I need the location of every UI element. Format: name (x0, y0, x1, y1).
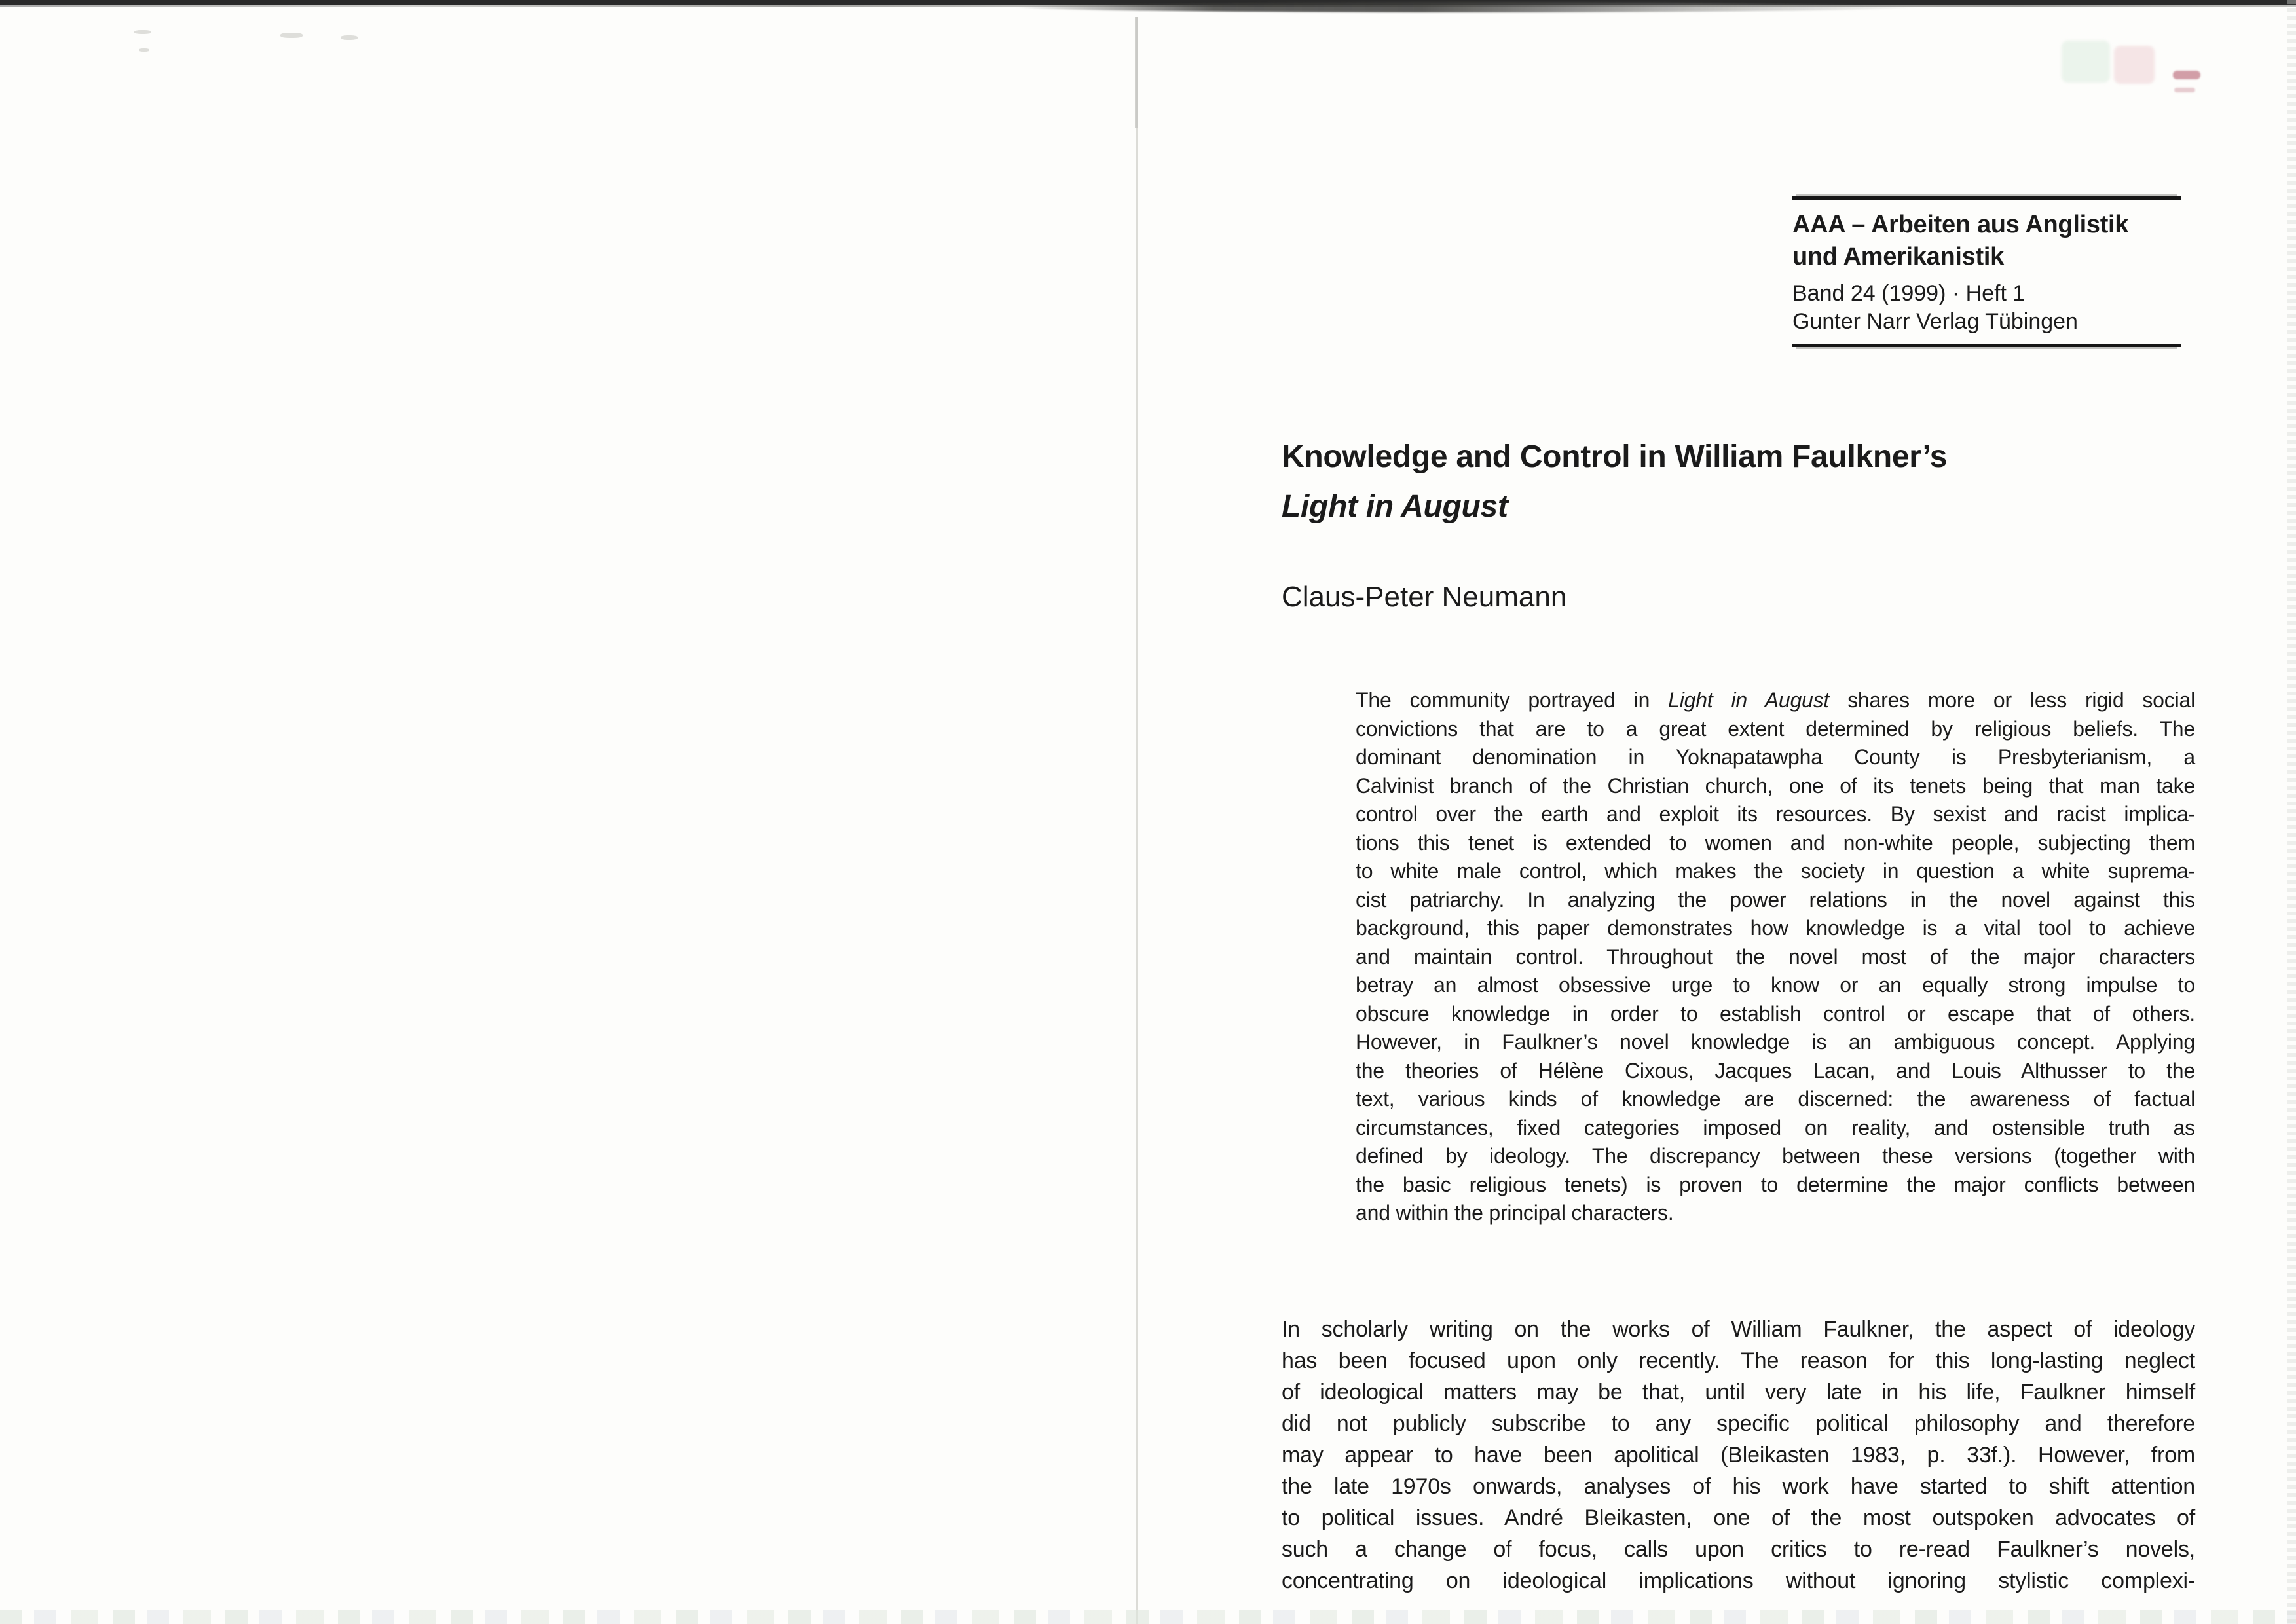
journal-name (1792, 209, 2181, 273)
abstract-lines (1356, 715, 2195, 1228)
scan-artifact-right-strip (2287, 0, 2296, 1624)
article-title-line2: Light in August (1282, 489, 1508, 524)
article-author: Claus-Peter Neumann (1282, 581, 1567, 613)
text-line: control over the earth and exploit its resources. By sexist and racist implica- (1356, 802, 2195, 826)
text-line: such a change of focus, calls upon critics to re-read Faulkner’s novels, (1282, 1537, 2195, 1562)
text-line: However, in Faulkner’s novel knowledge is an ambiguous concept. Applying (1356, 1030, 2195, 1054)
journal-meta (1792, 280, 2181, 336)
journal-publisher: Gunter Narr Verlag Tübingen (1792, 309, 2078, 334)
abstract-first-line-post: shares more or less rigid social (1829, 688, 2195, 712)
text-line: In scholarly writing on the works of William Faulkner, the aspect of ideology (1282, 1317, 2195, 1342)
text-line: tions this tenet is extended to women and non-white people, subjecting them (1356, 830, 2195, 855)
text-line: the theories of Hélène Cixous, Jacques Lacan, and Louis Althusser to the (1356, 1058, 2195, 1082)
text-line: the late 1970s onwards, analyses of his work have started to shift attention (1282, 1474, 2195, 1499)
journal-issue-info: Band 24 (1999) · Heft 1 (1792, 281, 2026, 306)
left-blank-page (0, 7, 1136, 1610)
journal-name-line1: AAA – Arbeiten aus Anglistik (1792, 211, 2129, 238)
text-line: to political issues. André Bleikasten, one of the most outspoken advocates of (1282, 1505, 2195, 1530)
text-line: did not publicly subscribe to any specific political philosophy and therefore (1282, 1411, 2195, 1436)
text-line: convictions that are to a great extent determined by religious beliefs. The (1356, 716, 2195, 741)
text-line: cist patriarchy. In analyzing the power relations in the novel against this (1356, 887, 2195, 912)
text-line: and within the principal characters. (1356, 1201, 1674, 1225)
scan-artifact-bottom-strip (0, 1610, 2296, 1624)
text-line: text, various kinds of knowledge are discerned: the awareness of factual (1356, 1087, 2195, 1111)
text-line: has been focused upon only recently. The reason for this long-lasting neglect (1282, 1348, 2195, 1373)
text-line: may appear to have been apolitical (Bleikasten 1983, p. 33f.). However, from (1282, 1443, 2195, 1467)
text-line: betray an almost obsessive urge to know or an equally strong impulse to (1356, 973, 2195, 997)
text-line: the basic religious tenets) is proven to determine the major conflicts between (1356, 1172, 2195, 1196)
body-lines (1282, 1314, 2195, 1596)
journal-header-box (1792, 196, 2181, 347)
abstract-first-line (1356, 686, 2195, 715)
text-line: obscure knowledge in order to establish control or escape that of others. (1356, 1001, 2195, 1025)
text-line: defined by ideology. The discrepancy between these versions (together with (1356, 1144, 2195, 1168)
abstract-block (1356, 686, 2195, 1228)
text-line: of ideological matters may be that, until very late in his life, Faulkner himself (1282, 1380, 2195, 1405)
text-line: and maintain control. Throughout the novel most of the major characters (1356, 944, 2195, 969)
abstract-first-line-italic: Light in August (1668, 688, 1830, 712)
text-line: Calvinist branch of the Christian church, one of its tenets being that man take (1356, 773, 2195, 798)
article-title-line1: Knowledge and Control in William Faulkner’s (1282, 439, 1948, 474)
text-line: concentrating on ideological implications without ignoring stylistic complexi- (1282, 1568, 2195, 1593)
text-line: background, this paper demonstrates how knowledge is a vital tool to achieve (1356, 916, 2195, 940)
text-line: to white male control, which makes the society in question a white suprema- (1356, 859, 2195, 883)
text-line: dominant denomination in Yoknapatawpha County is Presbyterianism, a (1356, 745, 2195, 769)
body-paragraph (1282, 1314, 2195, 1596)
abstract-first-line-pre: The community portrayed in (1356, 688, 1669, 712)
journal-name-line2: und Amerikanistik (1792, 243, 2004, 270)
article-title (1282, 432, 1947, 532)
text-line: circumstances, fixed categories imposed on reality, and ostensible truth as (1356, 1115, 2195, 1139)
